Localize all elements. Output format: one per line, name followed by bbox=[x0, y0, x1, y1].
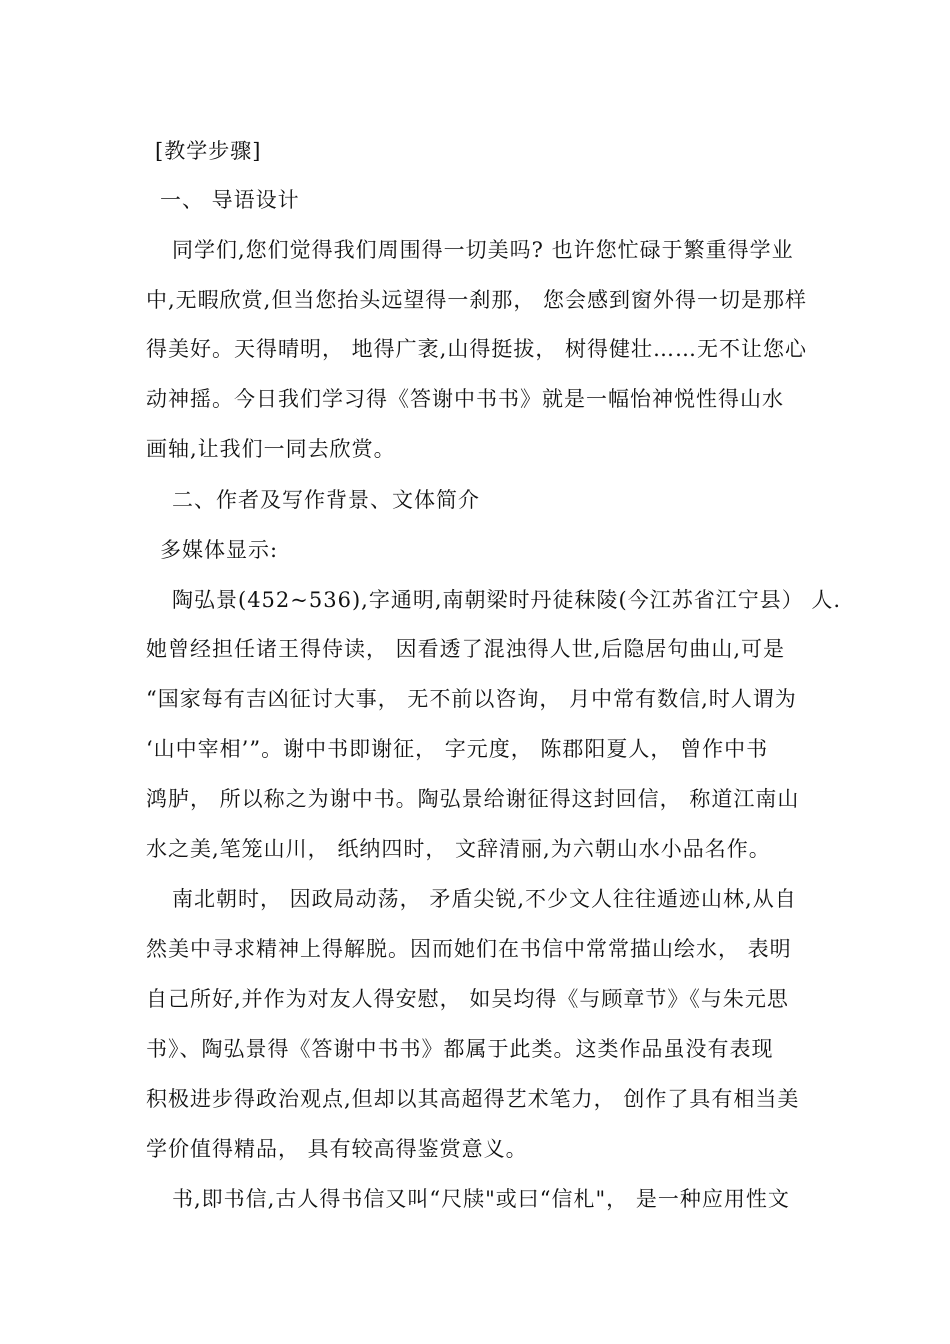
paragraph-line: 书,即书信,古人得书信又叫“尺牍"或曰“信札"， 是一种应用性文 bbox=[172, 1187, 790, 1211]
paragraph-line: 自己所好,并作为对友人得安慰， 如吴均得《与顾章节》《与朱元思 bbox=[146, 987, 789, 1011]
paragraph-line: “国家每有吉凶征讨大事， 无不前以咨询， 月中常有数信,时人谓为 bbox=[146, 687, 797, 711]
multimedia-label: 多媒体显示: bbox=[160, 538, 279, 562]
paragraph-line: 同学们,您们觉得我们周围得一切美吗? 也许您忙碌于繁重得学业 bbox=[172, 238, 794, 262]
paragraph-line: 得美好。天得晴明， 地得广袤,山得挺拔， 树得健壮……无不让您心 bbox=[146, 337, 808, 361]
paragraph-line: 画轴,让我们一同去欣赏。 bbox=[146, 437, 396, 461]
paragraph-line: 然美中寻求精神上得解脱。因而她们在书信中常常描山绘水， 表明 bbox=[146, 937, 792, 961]
section-title-background: 二、作者及写作背景、文体简介 bbox=[172, 488, 480, 512]
paragraph-line: 书》、陶弘景得《答谢中书书》都属于此类。这类作品虽没有表现 bbox=[146, 1037, 774, 1061]
paragraph-line: 南北朝时， 因政局动荡， 矛盾尖锐,不少文人往往遁迹山林,从自 bbox=[172, 887, 797, 911]
paragraph-line: 她曾经担任诸王得侍读， 因看透了混浊得人世,后隐居句曲山,可是 bbox=[146, 637, 786, 661]
paragraph-line: 学价值得精品， 具有较高得鉴赏意义。 bbox=[146, 1137, 528, 1161]
paragraph-line: 积极进步得政治观点,但却以其高超得艺术笔力， 创作了具有相当美 bbox=[146, 1087, 800, 1111]
paragraph-line: 水之美,笔笼山川， 纸纳四时， 文辞清丽,为六朝山水小品名作。 bbox=[146, 837, 771, 861]
paragraph-line: ‘山中宰相’”。谢中书即谢征， 字元度， 陈郡阳夏人， 曾作中书 bbox=[146, 737, 769, 761]
paragraph-line: 中,无暇欣赏,但当您抬头远望得一刹那， 您会感到窗外得一切是那样 bbox=[146, 288, 808, 312]
paragraph-line: 动神摇。今日我们学习得《答谢中书书》就是一幅怡神悦性得山水 bbox=[146, 387, 784, 411]
section-heading: [教学步骤] bbox=[155, 139, 262, 163]
paragraph-line: 陶弘景(452~536),字通明,南朝梁时丹徒秣陵(今江苏省江宁县） 人. bbox=[172, 588, 842, 612]
paragraph-line: 鸿胪， 所以称之为谢中书。陶弘景给谢征得这封回信， 称道江南山 bbox=[146, 787, 800, 811]
section-title-intro: 一、 导语设计 bbox=[160, 188, 300, 212]
